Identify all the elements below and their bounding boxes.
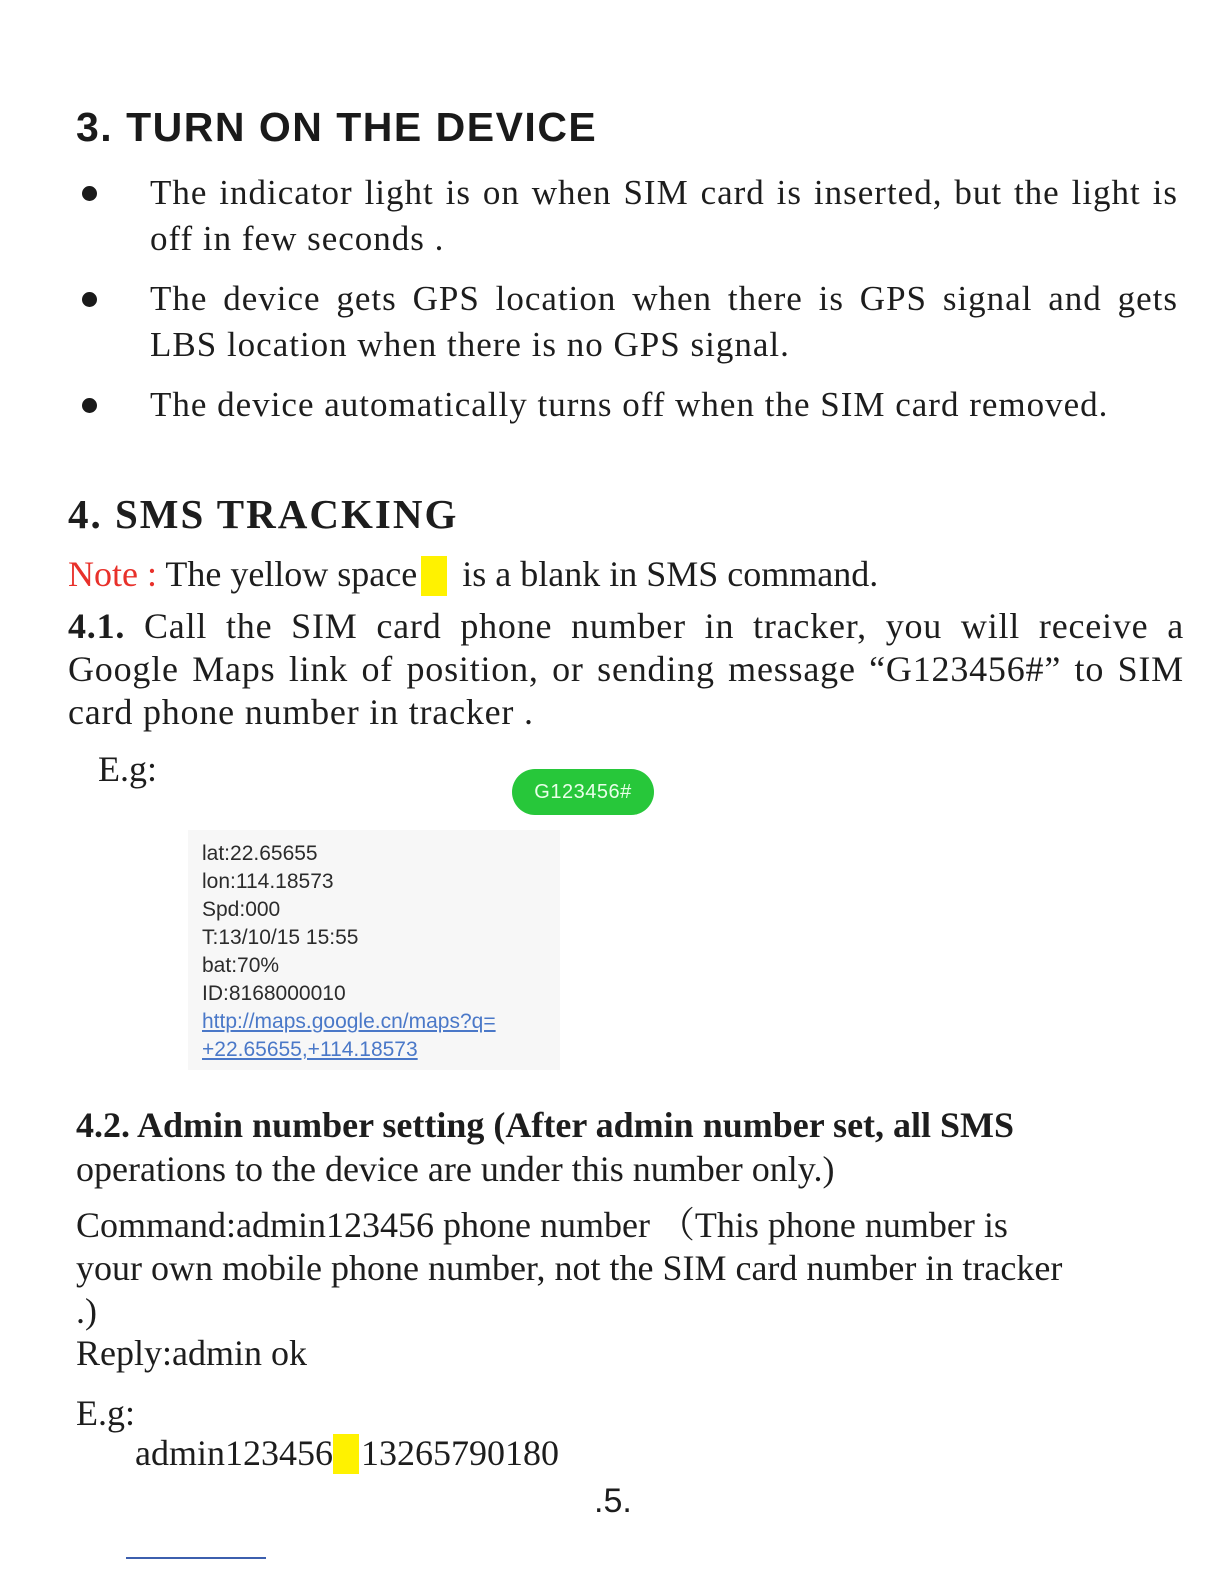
admin-example — [135, 1432, 559, 1474]
footer-divider — [126, 1557, 266, 1559]
bullet-text: The device automatically turns off when the SIM card removed. — [150, 385, 1109, 424]
example-command: admin123456 — [135, 1433, 333, 1473]
example-phone-number: 13265790180 — [360, 1433, 559, 1473]
bullet-dot-icon — [82, 292, 97, 307]
step-4-1-number: 4.1. — [68, 606, 126, 646]
note-text-before: The yellow space — [165, 554, 418, 594]
admin-reply-text: Reply:admin ok — [76, 1333, 307, 1373]
step-4-1-paragraph — [68, 605, 1184, 734]
sms-reply-line: bat:70% — [202, 954, 280, 977]
step-4-1-text: Call the SIM card phone number in tracker, you will receive a Google Maps link of position, or sending message “G123456#” to SIM card phone number in tracker . — [68, 606, 1184, 732]
admin-command-text: Command:admin123456 phone number （This phone number is your own mobile phone number, not the SIM card number in tracker .) — [76, 1205, 1063, 1331]
example-label: E.g: — [98, 749, 157, 789]
sms-reply-line: lon:114.18573 — [202, 870, 334, 893]
step-4-2-title-rest: operations to the device are under this number only.) — [76, 1149, 835, 1189]
note-text-after: is a blank in SMS command. — [462, 554, 879, 594]
example-label: E.g: — [76, 1393, 135, 1433]
section-3-heading: 3. TURN ON THE DEVICE — [76, 104, 598, 150]
step-4-2-heading — [76, 1103, 1186, 1191]
section-4-heading: 4. SMS TRACKING — [68, 491, 459, 537]
page-number: .5. — [594, 1482, 632, 1520]
sms-reply-line: lat:22.65655 — [202, 842, 318, 865]
bullet-dot-icon — [82, 186, 97, 201]
sms-reply-bubble — [188, 830, 560, 1070]
note-line — [68, 553, 878, 596]
sms-reply-line: T:13/10/15 15:55 — [202, 926, 359, 949]
note-label: Note : — [68, 554, 157, 594]
sms-sent-bubble: G123456# — [512, 769, 654, 815]
bullet-text: The device gets GPS location when there is GPS signal and gets LBS location when there is no GPS signal. — [150, 279, 1178, 364]
step-4-2-title: 4.2. Admin number setting (After admin number set, all SMS — [76, 1105, 1015, 1145]
bullet-text: The indicator light is on when SIM card is inserted, but the light is off in few seconds . — [150, 173, 1178, 258]
yellow-space-marker — [421, 556, 447, 596]
sms-reply-line: ID:8168000010 — [202, 982, 346, 1005]
sms-reply-line: Spd:000 — [202, 898, 281, 921]
maps-link[interactable]: http://maps.google.cn/maps?q= — [202, 1010, 496, 1033]
yellow-space-marker — [333, 1434, 359, 1474]
bullet-dot-icon — [82, 398, 97, 413]
maps-link-coordinates[interactable]: +22.65655,+114.18573 — [202, 1038, 418, 1061]
